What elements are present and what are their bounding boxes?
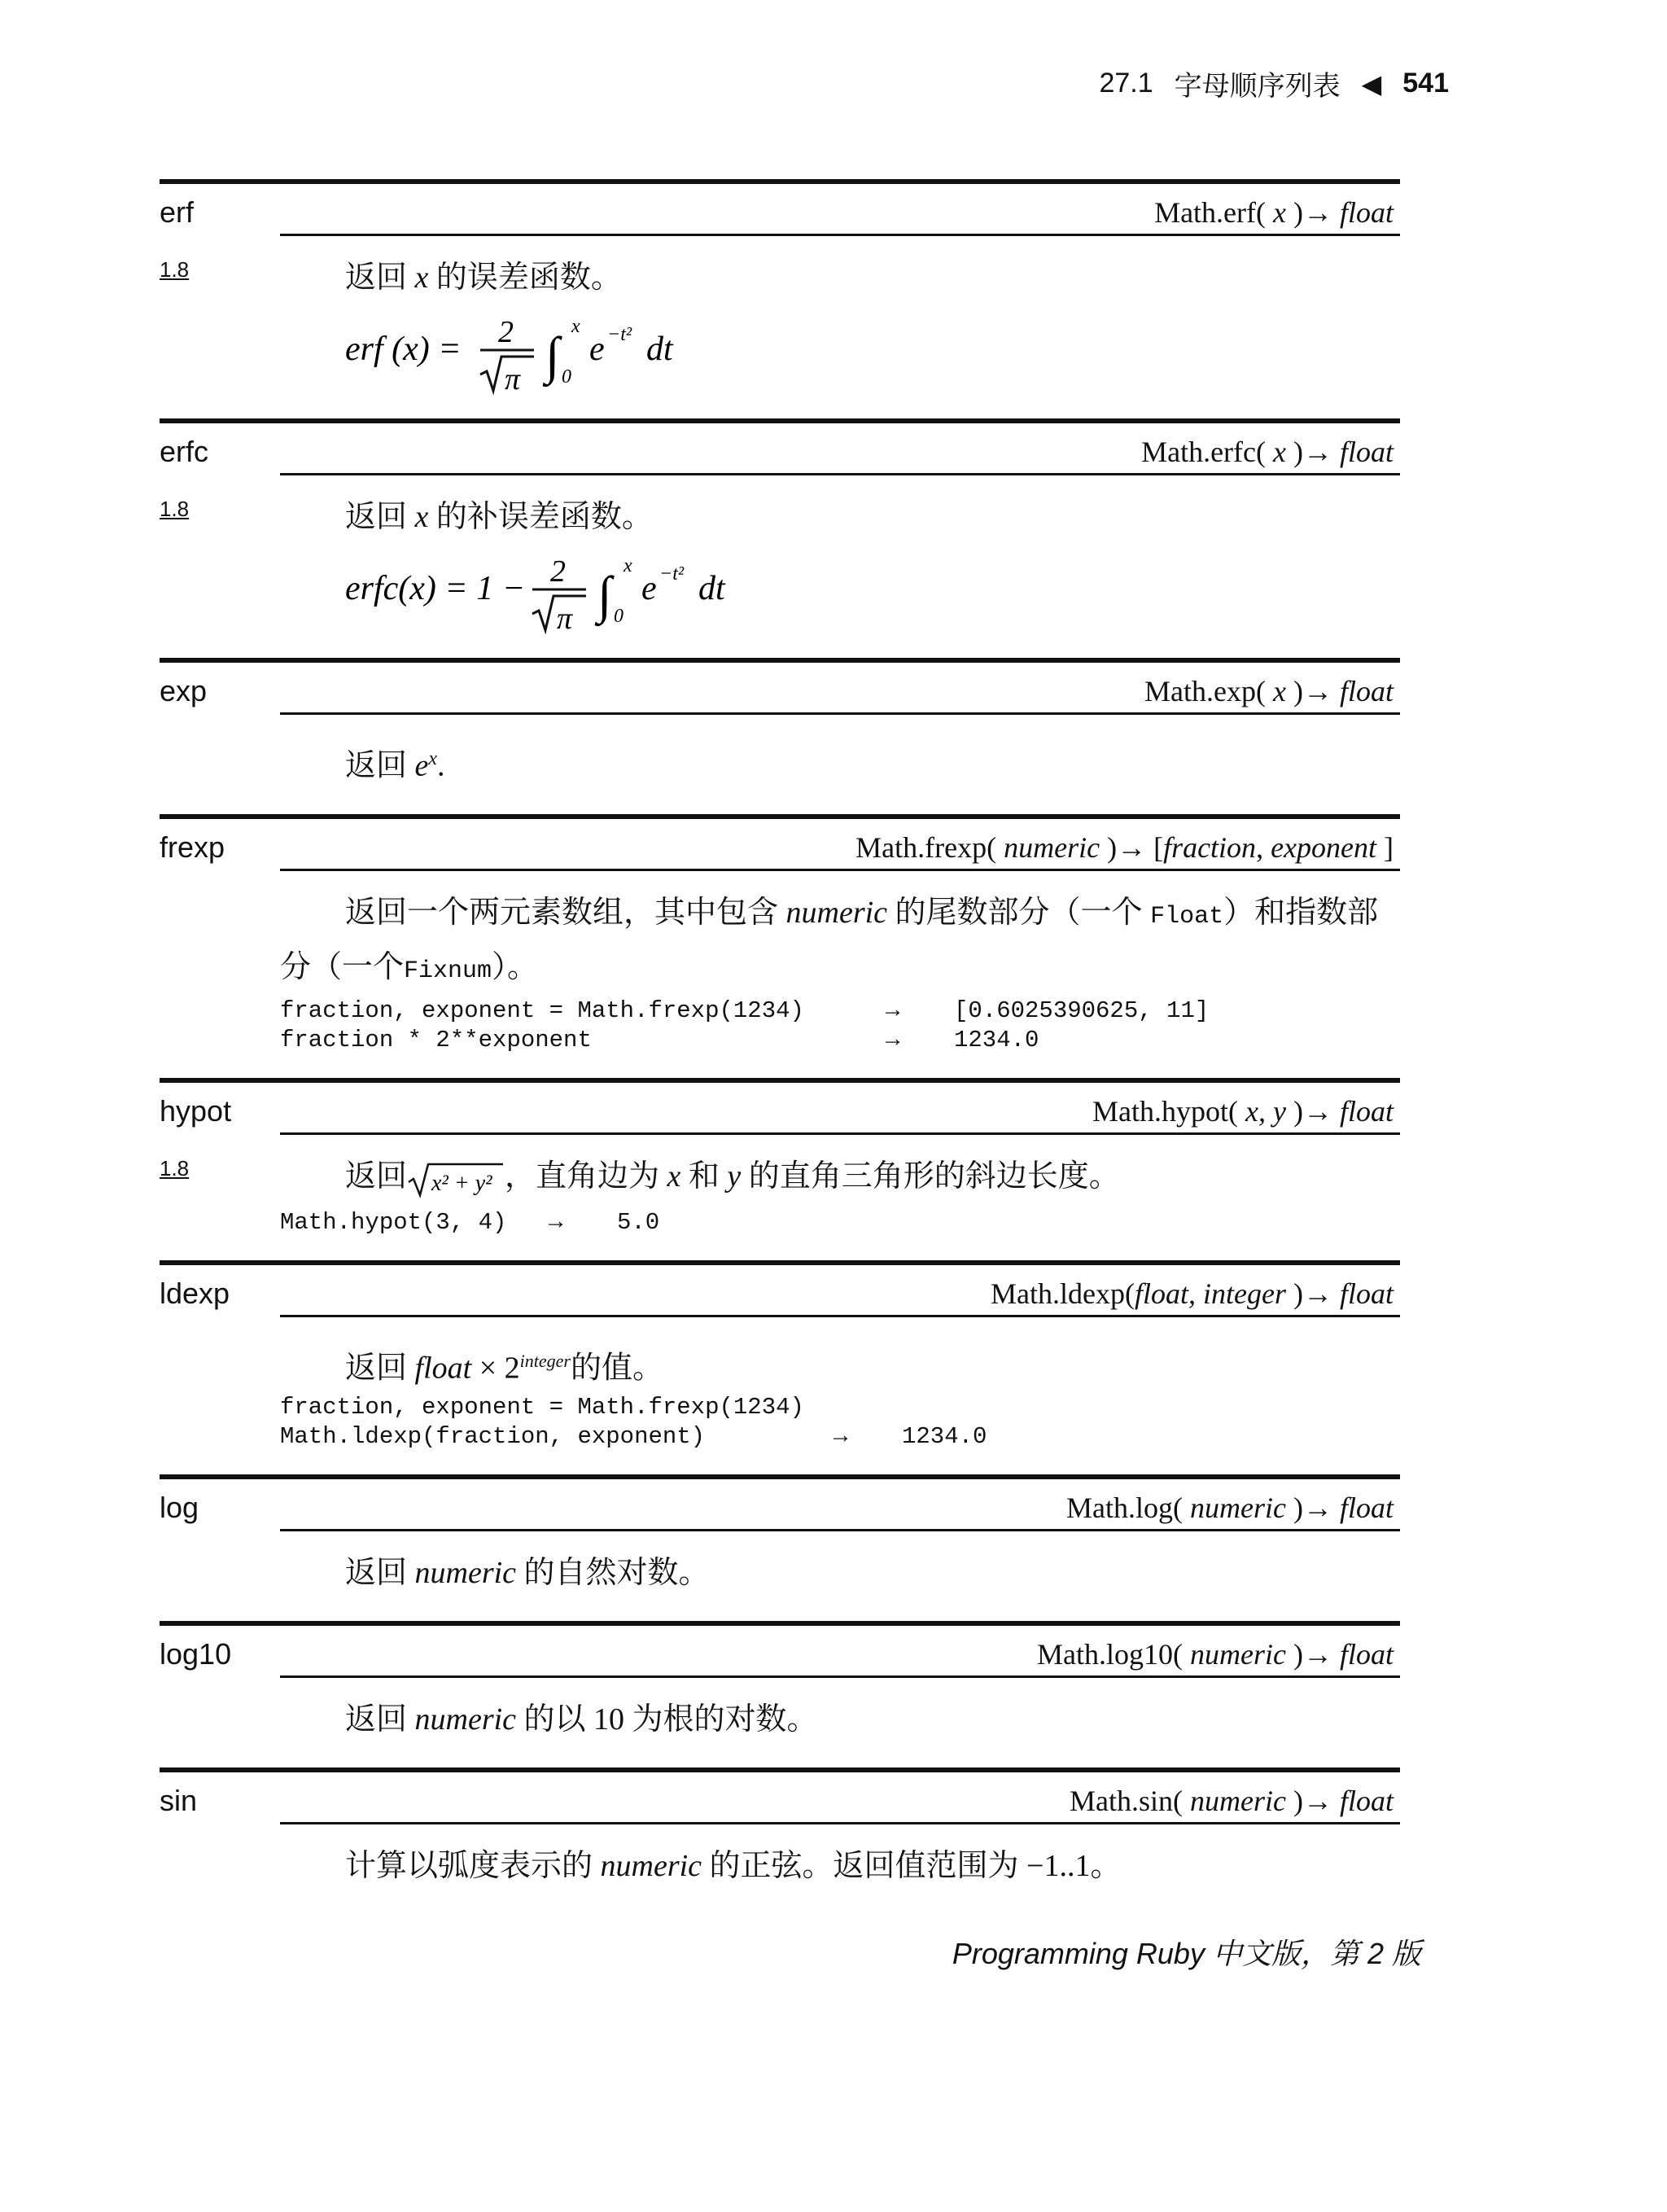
- erfc-formula: [345, 547, 1400, 635]
- method-signature: Math.ldexp(float, integer )→ float: [991, 1277, 1394, 1310]
- method-name: ldexp: [160, 1276, 230, 1310]
- formula-lhs: erfc(x) = 1 −: [345, 570, 526, 607]
- formula-denominator: π: [505, 362, 521, 396]
- integral-upper: x: [571, 316, 580, 337]
- entry-ldexp: [160, 1260, 1400, 1475]
- formula-numerator: 2: [550, 554, 566, 589]
- code-line: fraction, exponent = Math.frexp(1234): [280, 1394, 804, 1421]
- left-triangle-icon: ◀: [1361, 68, 1382, 99]
- formula-lhs: erf (x) =: [345, 331, 462, 368]
- section-title: 字母顺序列表: [1174, 71, 1341, 102]
- formula-numerator: 2: [498, 315, 514, 349]
- integral-lower: 0: [614, 606, 623, 627]
- method-signature: Math.log10( numeric )→ float: [1037, 1638, 1394, 1671]
- page-number: 541: [1402, 68, 1449, 99]
- entry-log10: [160, 1621, 1400, 1767]
- method-name: frexp: [160, 830, 225, 864]
- method-name: erfc: [160, 435, 209, 468]
- method-description: 返回 float × $2^{integer}$的值。: [345, 1350, 663, 1386]
- method-name: exp: [160, 674, 208, 707]
- exponent: −t²: [607, 324, 632, 345]
- integral-icon: ∫: [597, 566, 612, 624]
- entry-exp: [160, 658, 1400, 814]
- version-badge: 1.8: [160, 497, 190, 521]
- section-number: 27.1: [1099, 68, 1153, 99]
- entry-erf: [160, 179, 1400, 418]
- differential: dt: [646, 331, 673, 368]
- exponent: −t²: [659, 563, 685, 585]
- erf-formula: [345, 308, 1400, 396]
- method-description: 返回 x² + y² ，直角边为 x 和 y 的直角三角形的斜边长度。: [345, 1151, 1400, 1202]
- differential: dt: [698, 570, 725, 607]
- integral-lower: 0: [562, 366, 571, 388]
- method-description-continued: 分（一个Fixnum）。: [280, 949, 539, 985]
- svg-text:x² + y²: x² + y²: [431, 1170, 492, 1196]
- method-signature: Math.sin( numeric )→ float: [1070, 1785, 1394, 1818]
- formula-denominator: π: [557, 602, 573, 635]
- method-description: 返回 $e^x$.: [345, 748, 445, 783]
- code-example: [280, 1393, 1400, 1452]
- entry-sin: [160, 1767, 1400, 1914]
- book-footer: Programming Ruby 中文版，第 2 版: [952, 1937, 1421, 1970]
- method-list: [160, 179, 1400, 1914]
- integrand: e: [589, 331, 605, 368]
- method-name: hypot: [160, 1093, 232, 1128]
- method-description: 返回一个两元素数组，其中包含 numeric 的尾数部分（一个 Float）和指数部: [345, 895, 1379, 931]
- method-name: erf: [160, 195, 195, 229]
- method-description: 返回 numeric 的以 10 为根的对数。: [345, 1702, 818, 1737]
- method-description: 返回 numeric 的自然对数。: [345, 1556, 710, 1591]
- method-description: 计算以弧度表示的 numeric 的正弦。返回值范围为 −1..1。: [345, 1849, 1122, 1884]
- integrand: e: [641, 570, 657, 607]
- method-signature: Math.hypot( x, y )→ float: [1092, 1094, 1394, 1128]
- running-header: [1099, 64, 1449, 103]
- sqrt-formula: [407, 1159, 505, 1198]
- entry-frexp: [160, 814, 1400, 1078]
- method-signature: Math.erf( x )→ float: [1154, 196, 1394, 229]
- method-name: sin: [160, 1784, 198, 1818]
- method-signature: Math.erfc( x )→ float: [1141, 436, 1394, 468]
- entry-log: [160, 1474, 1400, 1621]
- code-example: Math.hypot(3, 4) → 5.0: [280, 1208, 660, 1236]
- version-badge: 1.8: [160, 257, 190, 282]
- method-description: 返回 x 的补误差函数。: [345, 500, 653, 534]
- method-signature: Math.frexp( numeric )→ [fraction, exponent ]: [855, 830, 1394, 864]
- entry-hypot: [160, 1078, 1400, 1260]
- method-name: log10: [160, 1637, 232, 1671]
- method-name: log: [160, 1491, 199, 1525]
- code-line: fraction * 2**exponent → 1234.0: [280, 1026, 1039, 1053]
- code-line: fraction, exponent = Math.frexp(1234) → [0.6025390625, 11]: [280, 996, 1210, 1024]
- method-signature: Math.log( numeric )→ float: [1066, 1491, 1394, 1525]
- code-example: [280, 996, 1400, 1055]
- integral-icon: ∫: [545, 326, 560, 384]
- method-description: 返回 x 的误差函数。: [345, 261, 622, 295]
- code-line: Math.ldexp(fraction, exponent) → 1234.0: [280, 1423, 987, 1451]
- entry-erfc: [160, 418, 1400, 658]
- version-badge: 1.8: [160, 1155, 190, 1180]
- integral-upper: x: [623, 555, 632, 576]
- method-signature: Math.exp( x )→ float: [1144, 675, 1394, 707]
